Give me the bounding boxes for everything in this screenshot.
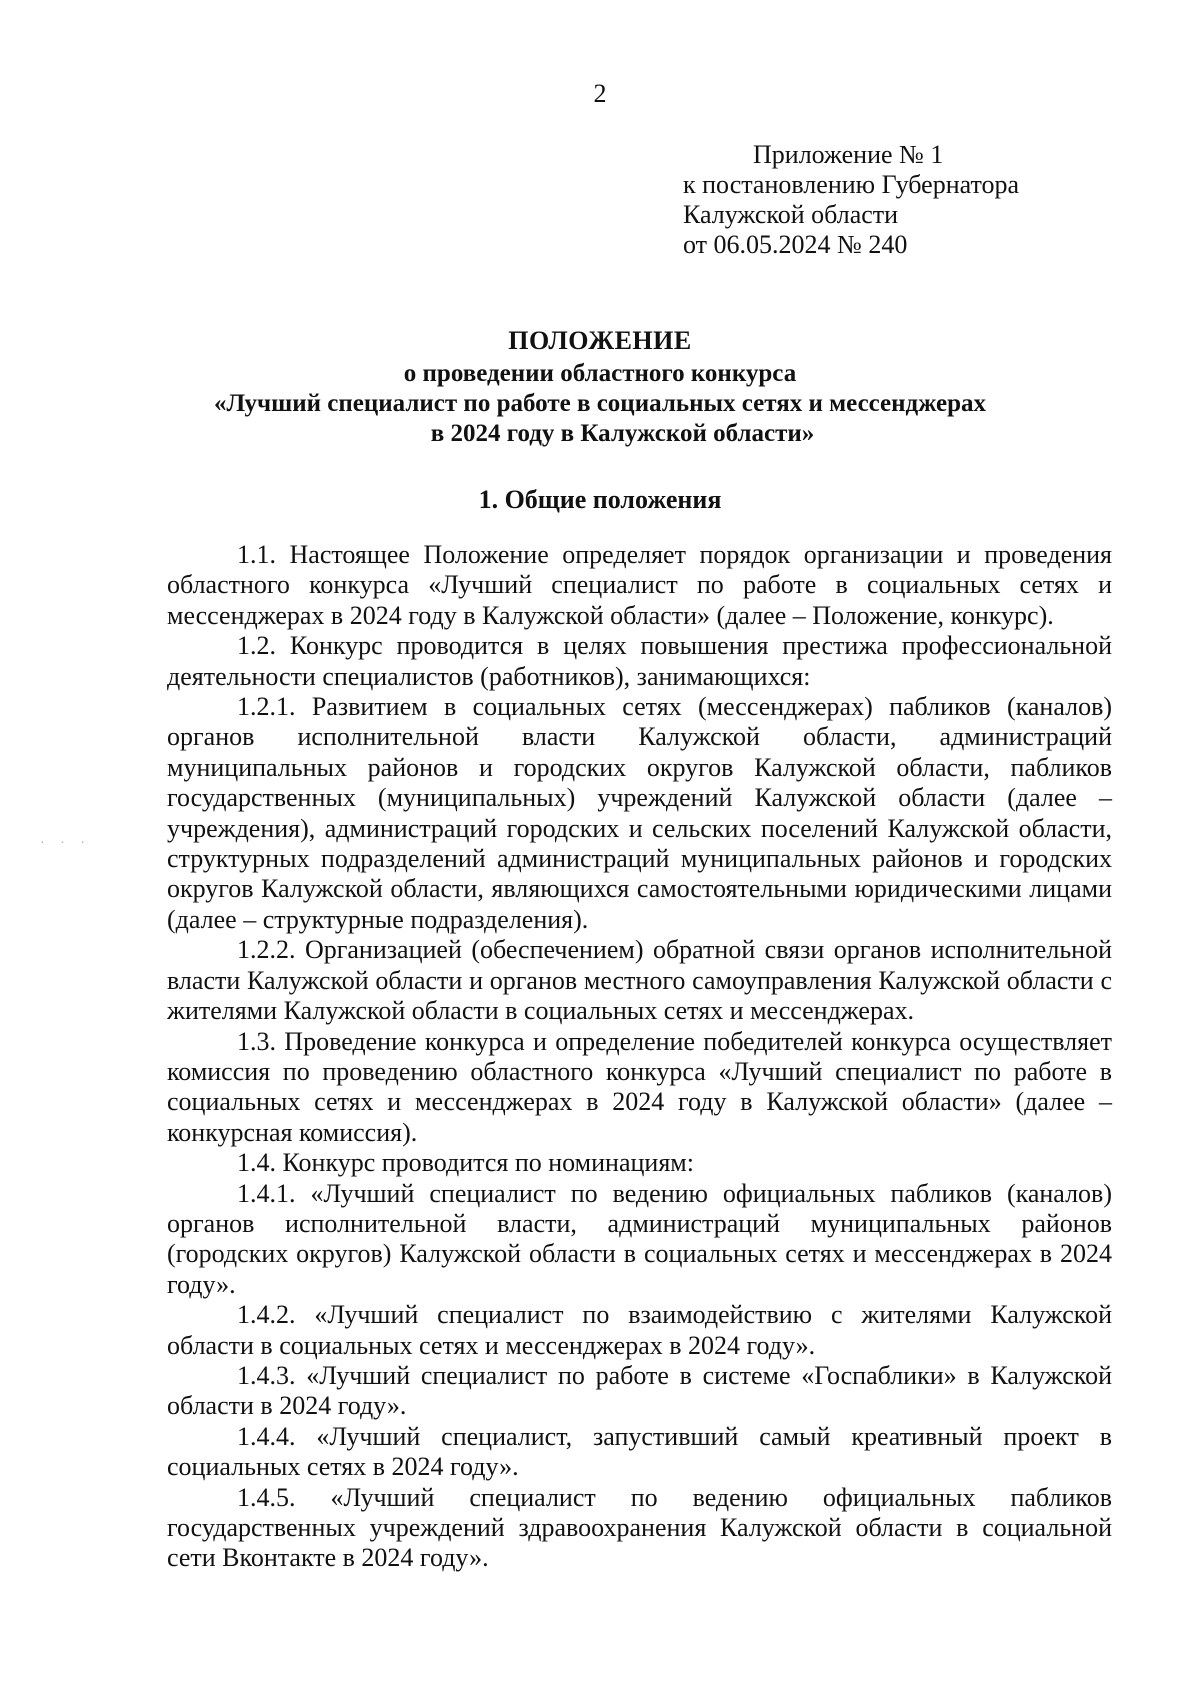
title-line-3: «Лучший специалист по работе в социальных сетях и мессенджерах <box>213 390 987 417</box>
paragraph-1-4-2: 1.4.2. «Лучший специалист по взаимодействию с жителями Калужской области в социальных сетях и мессенджерах в 2024 году». <box>167 1300 1112 1360</box>
appendix-line-2: к постановлению Губернатора <box>683 170 1020 199</box>
appendix-line-4: от 06.05.2024 № 240 <box>683 230 908 259</box>
paragraph-1-2-1: 1.2.1. Развитием в социальных сетях (мессенджерах) пабликов (каналов) органов исполнительной власти Калужской области, администраций муниципальных районов и городских округов Калужской области, пабликов государственных (муниципальных) учреждений Калужской области (далее – учреждения), администраций городских и сельских поселений Калужской области, структурных подразделений администраций муниципальных районов и городских округов Калужской области, являющихся самостоятельными юридическими лицами (далее – структурные подразделения). <box>167 692 1112 934</box>
title-line-4: в 2024 году в Калужской области» <box>430 420 815 447</box>
document-title <box>0 326 1200 449</box>
paragraph-1-3: 1.3. Проведение конкурса и определение победителей конкурса осуществляет комиссия по проведению областного конкурса «Лучший специалист по работе в социальных сетях и мессенджерах в 2024 году в Калужской области» (далее – конкурсная комиссия). <box>167 1026 1112 1147</box>
paragraph-1-1: 1.1. Настоящее Положение определяет порядок организации и проведения областного конкурса «Лучший специалист по работе в социальных сетях и мессенджерах в 2024 году в Калужской области» (далее – Положение, конкурс). <box>167 540 1112 630</box>
paragraph-1-2-2: 1.2.2. Организацией (обеспечением) обратной связи органов исполнительной власти Калужской области и органов местного самоуправления Калужской области с жителями Калужской области в социальных сетях и мессенджерах. <box>167 935 1112 1026</box>
appendix-header <box>683 140 1019 260</box>
page-number: 2 <box>593 79 607 108</box>
title-line-2: о проведении областного конкурса <box>403 360 797 387</box>
title-main: ПОЛОЖЕНИЕ <box>508 326 692 355</box>
appendix-line-1: Приложение № 1 <box>753 140 944 169</box>
paragraph-1-2: 1.2. Конкурс проводится в целях повышения престижа профессиональной деятельности специалистов (работников), занимающихся: <box>167 631 1112 691</box>
paragraph-1-4-5: 1.4.5. «Лучший специалист по ведению официальных пабликов государственных учреждений здравоохранения Калужской области в социальной сети Вконтакте в 2024 году». <box>167 1482 1112 1573</box>
appendix-line-3: Калужской области <box>683 200 899 229</box>
paragraph-1-4-3: 1.4.3. «Лучший специалист по работе в системе «Госпаблики» в Калужской области в 2024 году». <box>167 1360 1112 1421</box>
scan-artifact: · · · <box>40 836 91 851</box>
paragraph-1-4: 1.4. Конкурс проводится по номинациям: <box>237 1148 694 1178</box>
section-heading: 1. Общие положения <box>478 485 722 514</box>
document-body <box>167 540 1112 1574</box>
paragraph-1-4-1: 1.4.1. «Лучший специалист по ведению официальных пабликов (каналов) органов исполнительной власти, администраций муниципальных районов (городских округов) Калужской области в социальных сетях и мессенджерах в 2024 году». <box>167 1178 1112 1299</box>
paragraph-1-4-4: 1.4.4. «Лучший специалист, запустивший самый креативный проект в социальных сетях в 2024 году». <box>167 1421 1112 1482</box>
